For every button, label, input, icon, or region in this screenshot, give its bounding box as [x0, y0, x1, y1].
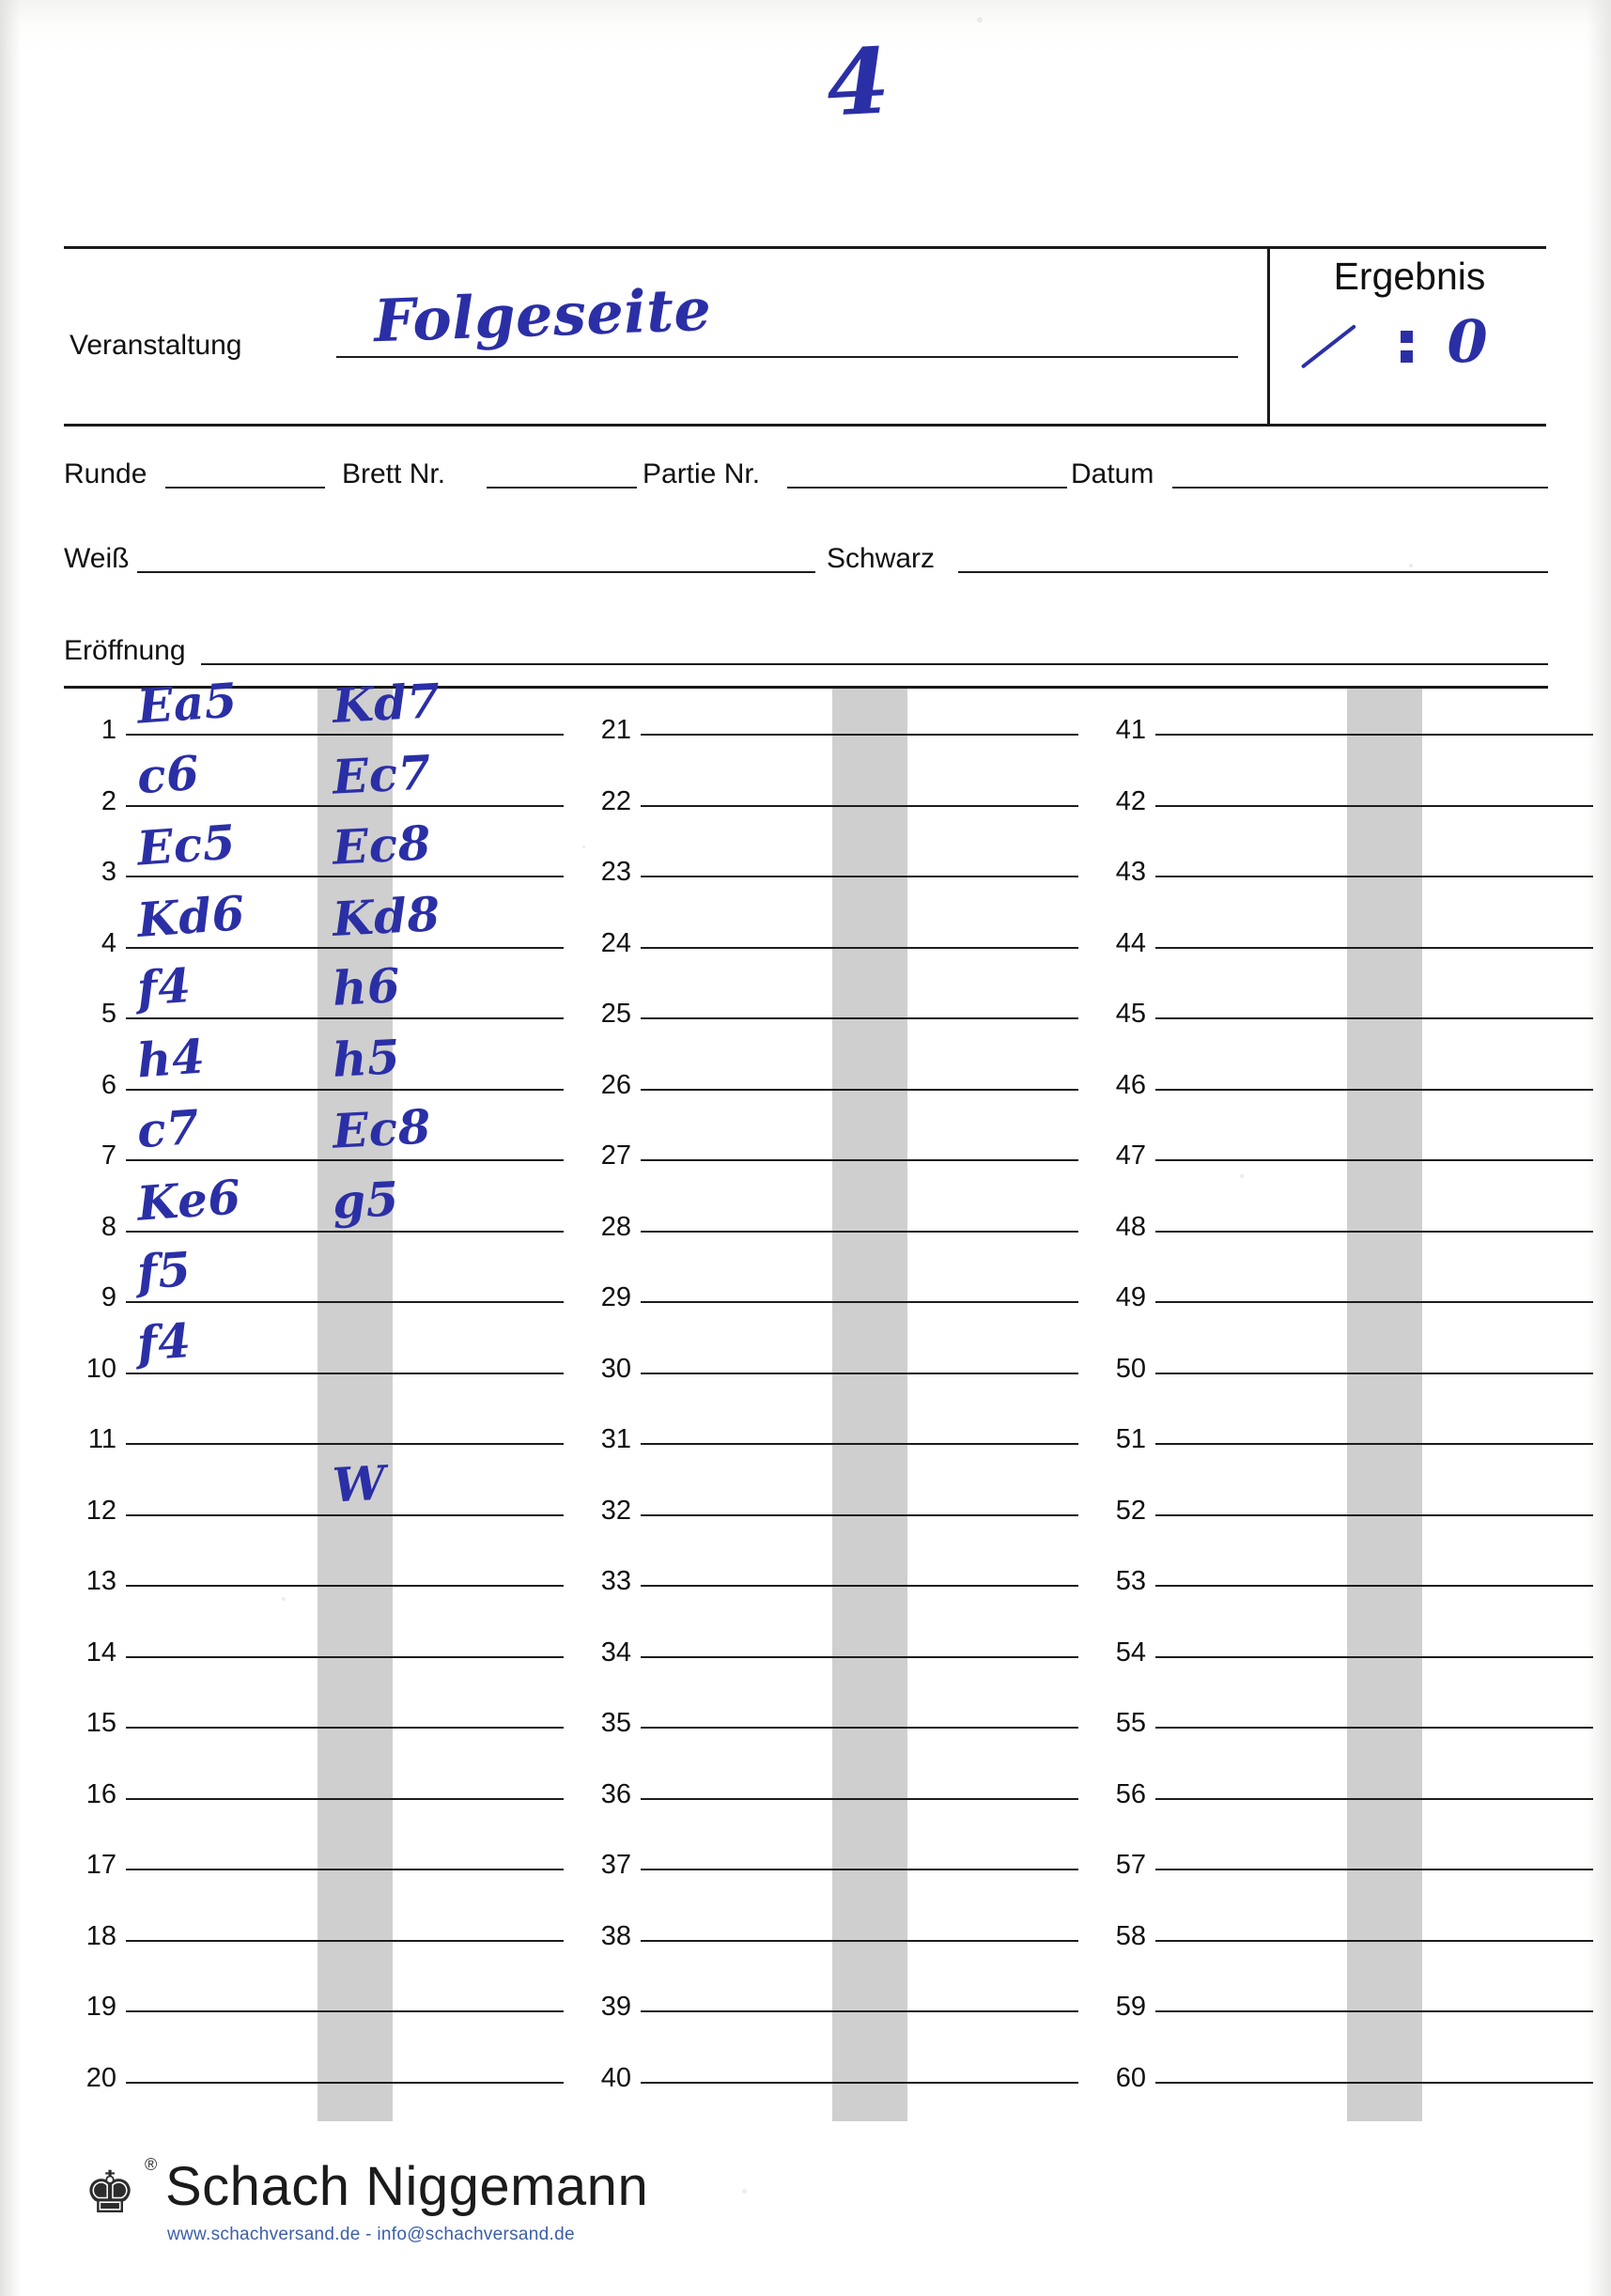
- white-move-field[interactable]: [641, 1585, 832, 1587]
- white-move-field[interactable]: [1155, 947, 1347, 949]
- move-number: 58: [1115, 1920, 1146, 1951]
- white-move-field[interactable]: [641, 876, 832, 877]
- white-move-field[interactable]: [1155, 1727, 1347, 1729]
- black-move-field[interactable]: [318, 947, 564, 949]
- black-move-text: Kd8: [331, 885, 442, 947]
- move-number: 22: [600, 785, 631, 816]
- black-move-field[interactable]: [318, 1656, 564, 1658]
- move-number: 28: [600, 1211, 631, 1242]
- black-move-field[interactable]: [318, 734, 564, 736]
- white-move-field[interactable]: [641, 1869, 832, 1870]
- black-move-text: Ec8: [331, 1098, 433, 1159]
- move-number: 54: [1115, 1637, 1146, 1668]
- black-move-field[interactable]: [1347, 2010, 1593, 2012]
- black-move-field[interactable]: [318, 1373, 564, 1374]
- move-number: 45: [1115, 999, 1146, 1029]
- black-move-field[interactable]: [1347, 1940, 1593, 1942]
- black-move-field[interactable]: [832, 2082, 1078, 2084]
- white-move-field[interactable]: [641, 1231, 832, 1233]
- move-number: 4: [101, 927, 116, 958]
- move-number: 30: [600, 1353, 631, 1384]
- white-move-field[interactable]: [1155, 1017, 1347, 1019]
- white-move-field[interactable]: [641, 1798, 832, 1800]
- white-move-field[interactable]: [126, 734, 318, 736]
- white-move-field[interactable]: [1155, 1940, 1347, 1942]
- black-move-field[interactable]: [1347, 1514, 1593, 1516]
- white-move-field[interactable]: [126, 1301, 318, 1303]
- weiss-field[interactable]: [137, 571, 815, 573]
- eroeffnung-label: Eröffnung: [64, 635, 186, 666]
- white-move-field[interactable]: [641, 2082, 832, 2084]
- header-box: [64, 246, 1546, 427]
- black-move-field[interactable]: [832, 1089, 1078, 1091]
- move-number: 27: [600, 1140, 631, 1171]
- move-number: 32: [600, 1495, 631, 1526]
- white-move-field[interactable]: [641, 1514, 832, 1516]
- white-move-field[interactable]: [641, 805, 832, 807]
- result-black-score: 0: [1447, 307, 1489, 376]
- move-number: 57: [1115, 1850, 1146, 1880]
- white-move-field[interactable]: [641, 1373, 832, 1374]
- move-number: 42: [1115, 785, 1146, 816]
- black-move-text: g5: [331, 1170, 401, 1230]
- black-move-field[interactable]: [1347, 734, 1593, 736]
- move-number: 15: [85, 1708, 116, 1738]
- black-move-field[interactable]: [318, 2082, 564, 2084]
- white-move-field[interactable]: [641, 2010, 832, 2012]
- black-move-field[interactable]: [1347, 1301, 1593, 1303]
- column-band-3: [1347, 689, 1422, 2121]
- black-move-text: Ec8: [331, 814, 433, 876]
- move-number: 17: [85, 1850, 116, 1880]
- black-move-field[interactable]: [832, 1940, 1078, 1942]
- black-move-field[interactable]: [318, 1798, 564, 1800]
- brand-name: Schach Niggemann: [165, 2156, 649, 2217]
- moves-table: [64, 672, 1548, 2121]
- white-move-field[interactable]: [1155, 1514, 1347, 1516]
- move-number: 24: [600, 927, 631, 958]
- black-move-field[interactable]: [318, 876, 564, 877]
- move-number: 1: [101, 715, 116, 745]
- move-number: 44: [1115, 927, 1146, 958]
- black-move-text: h6: [331, 957, 402, 1016]
- scan-edge-left: [0, 0, 21, 2296]
- white-move-field[interactable]: [1155, 1231, 1347, 1233]
- black-move-field[interactable]: [832, 1514, 1078, 1516]
- veranstaltung-rule: [336, 356, 1238, 358]
- black-move-field[interactable]: [318, 1089, 564, 1091]
- black-move-text: h5: [331, 1028, 402, 1088]
- move-number: 40: [600, 2062, 631, 2093]
- white-move-field[interactable]: [126, 2082, 318, 2084]
- move-number: 21: [600, 715, 631, 745]
- partie-field[interactable]: [787, 487, 1067, 489]
- white-move-field[interactable]: [126, 1231, 318, 1233]
- black-move-field[interactable]: [1347, 1443, 1593, 1445]
- black-move-field[interactable]: [1347, 2082, 1593, 2084]
- move-number: 18: [85, 1920, 116, 1951]
- black-move-field[interactable]: [832, 2010, 1078, 2012]
- schwarz-field[interactable]: [958, 571, 1548, 573]
- move-number: 26: [600, 1069, 631, 1100]
- black-move-text: W: [331, 1454, 388, 1513]
- scan-edge-right: [1587, 0, 1611, 2296]
- black-move-field[interactable]: [1347, 1585, 1593, 1587]
- black-move-field[interactable]: [318, 1301, 564, 1303]
- scan-artifact: [282, 1597, 286, 1601]
- page-number: 4: [824, 27, 893, 137]
- move-number: 31: [600, 1424, 631, 1454]
- white-move-field[interactable]: [1155, 734, 1347, 736]
- move-number: 51: [1115, 1424, 1146, 1454]
- white-move-field[interactable]: [641, 1727, 832, 1729]
- black-move-text: Kd7: [331, 673, 442, 734]
- white-move-field[interactable]: [1155, 1869, 1347, 1870]
- scan-artifact: [977, 17, 983, 23]
- move-number: 16: [85, 1778, 116, 1809]
- move-number: 9: [101, 1282, 116, 1312]
- white-move-field[interactable]: [1155, 1443, 1347, 1445]
- white-move-field[interactable]: [126, 1373, 318, 1374]
- white-move-field[interactable]: [1155, 1373, 1347, 1374]
- white-move-field[interactable]: [126, 1017, 318, 1019]
- white-move-text: f5: [135, 1241, 194, 1300]
- white-move-field[interactable]: [126, 2010, 318, 2012]
- black-move-field[interactable]: [1347, 947, 1593, 949]
- move-number: 38: [600, 1920, 631, 1951]
- move-number: 36: [600, 1778, 631, 1809]
- move-number: 56: [1115, 1778, 1146, 1809]
- move-number: 41: [1115, 715, 1146, 745]
- white-move-text: Kd6: [135, 884, 247, 948]
- black-move-field[interactable]: [1347, 1231, 1593, 1233]
- black-move-field[interactable]: [832, 1159, 1078, 1161]
- black-move-field[interactable]: [318, 1231, 564, 1233]
- black-move-field[interactable]: [318, 1940, 564, 1942]
- black-move-field[interactable]: [318, 805, 564, 807]
- black-move-field[interactable]: [832, 1798, 1078, 1800]
- move-number: 7: [101, 1140, 116, 1171]
- move-number: 2: [101, 785, 116, 816]
- brett-field[interactable]: [487, 487, 637, 489]
- black-move-field[interactable]: [318, 1727, 564, 1729]
- move-number: 23: [600, 857, 631, 887]
- black-move-field[interactable]: [318, 1443, 564, 1445]
- black-move-field[interactable]: [1347, 1089, 1593, 1091]
- black-move-field[interactable]: [1347, 1373, 1593, 1374]
- result-colon-dots: [1401, 323, 1421, 370]
- white-move-field[interactable]: [641, 1017, 832, 1019]
- datum-field[interactable]: [1172, 487, 1548, 489]
- black-move-field[interactable]: [832, 1017, 1078, 1019]
- move-number: 8: [101, 1211, 116, 1242]
- white-move-field[interactable]: [1155, 1301, 1347, 1303]
- white-move-field[interactable]: [126, 1869, 318, 1870]
- white-move-text: f4: [135, 957, 194, 1016]
- move-number: 46: [1115, 1069, 1146, 1100]
- black-move-field[interactable]: [1347, 1727, 1593, 1729]
- veranstaltung-label: Veranstaltung: [70, 330, 242, 361]
- white-move-field[interactable]: [1155, 805, 1347, 807]
- runde-label: Runde: [64, 458, 147, 489]
- black-move-text: Ec7: [331, 743, 433, 805]
- white-move-field[interactable]: [641, 1089, 832, 1091]
- white-move-text: c6: [135, 744, 202, 804]
- chess-king-icon: ♚: [84, 2161, 136, 2226]
- veranstaltung-value: Folgeseite: [372, 274, 713, 356]
- black-move-field[interactable]: [318, 2010, 564, 2012]
- result-label: Ergebnis: [1333, 255, 1486, 298]
- black-move-field[interactable]: [832, 1656, 1078, 1658]
- move-number: 52: [1115, 1495, 1146, 1526]
- black-move-field[interactable]: [832, 734, 1078, 736]
- black-move-field[interactable]: [832, 1231, 1078, 1233]
- runde-field[interactable]: [165, 487, 325, 489]
- move-number: 12: [85, 1495, 116, 1526]
- move-number: 29: [600, 1282, 631, 1312]
- move-number: 48: [1115, 1211, 1146, 1242]
- white-move-field[interactable]: [126, 1940, 318, 1942]
- white-move-text: Ea5: [135, 672, 240, 735]
- move-number: 49: [1115, 1282, 1146, 1312]
- move-number: 33: [600, 1566, 631, 1596]
- white-move-field[interactable]: [1155, 1585, 1347, 1587]
- move-number: 60: [1115, 2062, 1146, 2093]
- move-number: 35: [600, 1708, 631, 1738]
- result-slash-glyph: [1296, 320, 1368, 373]
- white-move-text: Ec5: [135, 814, 238, 877]
- white-move-field[interactable]: [126, 805, 318, 807]
- black-move-field[interactable]: [318, 1017, 564, 1019]
- datum-label: Datum: [1071, 458, 1154, 489]
- brand-contact: www.schachversand.de - info@schachversand.de: [167, 2225, 575, 2244]
- white-move-field[interactable]: [126, 1443, 318, 1445]
- eroeffnung-field[interactable]: [201, 663, 1548, 665]
- move-number: 53: [1115, 1566, 1146, 1596]
- result-box: [1267, 249, 1546, 424]
- move-number: 34: [600, 1637, 631, 1668]
- move-number: 3: [101, 857, 116, 887]
- black-move-field[interactable]: [1347, 1159, 1593, 1161]
- black-move-field[interactable]: [832, 1443, 1078, 1445]
- result-value: [1296, 307, 1541, 376]
- move-number: 11: [87, 1424, 116, 1454]
- white-move-text: f4: [135, 1311, 194, 1372]
- white-move-field[interactable]: [126, 1089, 318, 1091]
- white-move-text: h4: [135, 1028, 208, 1088]
- move-number: 13: [85, 1566, 116, 1596]
- white-move-field[interactable]: [126, 947, 318, 949]
- white-move-field[interactable]: [126, 1514, 318, 1516]
- white-move-text: Ke6: [135, 1168, 243, 1232]
- column-band-2: [832, 689, 907, 2121]
- white-move-field[interactable]: [641, 1301, 832, 1303]
- white-move-field[interactable]: [1155, 1656, 1347, 1658]
- registered-mark: ®: [145, 2155, 158, 2174]
- black-move-field[interactable]: [1347, 1798, 1593, 1800]
- move-number: 20: [85, 2062, 116, 2093]
- move-number: 39: [600, 1992, 631, 2022]
- move-number: 43: [1115, 857, 1146, 887]
- move-number: 47: [1115, 1140, 1146, 1171]
- move-number: 55: [1115, 1708, 1146, 1738]
- black-move-field[interactable]: [832, 947, 1078, 949]
- black-move-field[interactable]: [832, 1869, 1078, 1870]
- move-number: 59: [1115, 1992, 1146, 2022]
- move-number: 5: [101, 999, 116, 1029]
- partie-label: Partie Nr.: [643, 458, 761, 489]
- black-move-field[interactable]: [832, 805, 1078, 807]
- black-move-field[interactable]: [832, 876, 1078, 877]
- white-move-field[interactable]: [641, 947, 832, 949]
- white-move-field[interactable]: [126, 1727, 318, 1729]
- black-move-field[interactable]: [318, 1585, 564, 1587]
- white-move-field[interactable]: [641, 1940, 832, 1942]
- black-move-field[interactable]: [1347, 1017, 1593, 1019]
- white-move-field[interactable]: [126, 1585, 318, 1587]
- white-move-field[interactable]: [126, 1798, 318, 1800]
- black-move-field[interactable]: [318, 1514, 564, 1516]
- scan-artifact: [1409, 564, 1413, 567]
- move-number: 14: [85, 1637, 116, 1668]
- move-number: 37: [600, 1850, 631, 1880]
- scan-artifact: [582, 845, 585, 848]
- black-move-field[interactable]: [832, 1727, 1078, 1729]
- black-move-field[interactable]: [1347, 1869, 1593, 1870]
- white-move-field[interactable]: [1155, 1089, 1347, 1091]
- white-move-field[interactable]: [126, 1159, 318, 1161]
- white-move-field[interactable]: [126, 876, 318, 877]
- white-move-field[interactable]: [641, 1159, 832, 1161]
- scan-artifact: [1240, 1174, 1244, 1178]
- weiss-label: Weiß: [64, 543, 130, 574]
- move-number: 19: [85, 1992, 116, 2022]
- white-move-field[interactable]: [641, 1656, 832, 1658]
- white-move-field[interactable]: [1155, 876, 1347, 877]
- scan-artifact: [742, 2189, 747, 2194]
- white-move-field[interactable]: [1155, 2010, 1347, 2012]
- move-number: 50: [1115, 1353, 1146, 1384]
- white-move-field[interactable]: [1155, 1159, 1347, 1161]
- black-move-field[interactable]: [832, 1301, 1078, 1303]
- black-move-field[interactable]: [832, 1585, 1078, 1587]
- brett-label: Brett Nr.: [342, 458, 446, 489]
- footer-brand: [75, 2151, 658, 2264]
- white-move-field[interactable]: [1155, 2082, 1347, 2084]
- black-move-field[interactable]: [1347, 1656, 1593, 1658]
- white-move-field[interactable]: [641, 1443, 832, 1445]
- white-move-field[interactable]: [126, 1656, 318, 1658]
- move-number: 10: [85, 1353, 116, 1384]
- white-move-text: c7: [135, 1098, 202, 1159]
- black-move-field[interactable]: [832, 1373, 1078, 1374]
- black-move-field[interactable]: [1347, 876, 1593, 877]
- move-number: 6: [101, 1069, 116, 1100]
- black-move-field[interactable]: [1347, 805, 1593, 807]
- schwarz-label: Schwarz: [827, 543, 936, 574]
- move-number: 25: [600, 999, 631, 1029]
- white-move-field[interactable]: [641, 734, 832, 736]
- black-move-field[interactable]: [318, 1159, 564, 1161]
- black-move-field[interactable]: [318, 1869, 564, 1870]
- white-move-field[interactable]: [1155, 1798, 1347, 1800]
